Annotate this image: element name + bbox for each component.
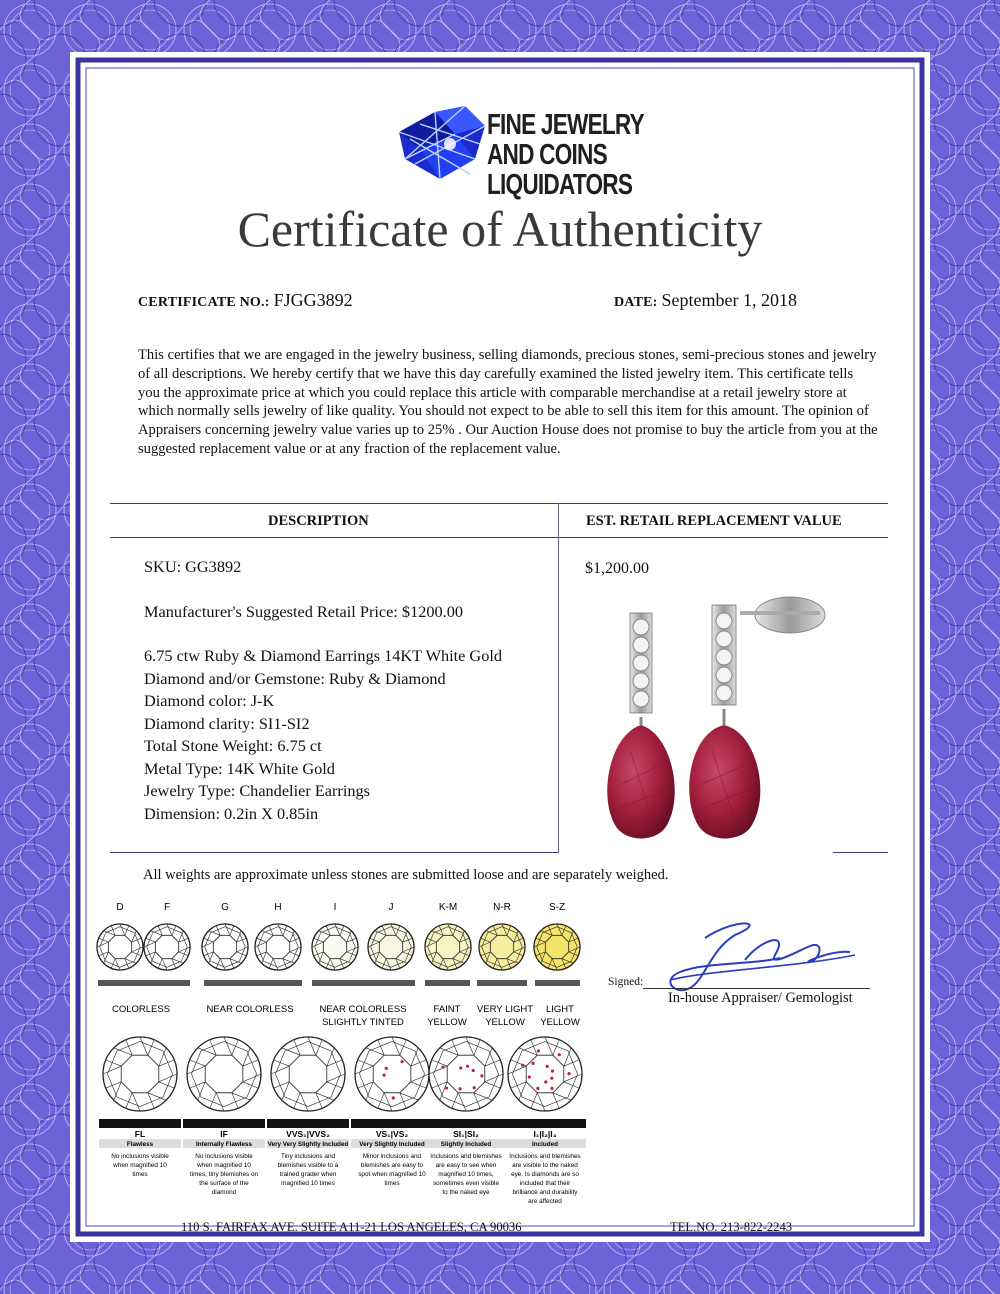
detail-line: Diamond clarity: SI1-SI2	[144, 713, 310, 733]
table-top-rule	[110, 503, 888, 504]
color-group-bar	[204, 980, 302, 986]
clarity-bar	[183, 1119, 265, 1128]
clarity-description: when magnified 10	[113, 1162, 167, 1169]
clarity-description: included that their	[519, 1180, 571, 1187]
color-grade-label: N-R	[493, 902, 511, 913]
color-group-label: VERY LIGHT	[476, 1004, 534, 1015]
clarity-grade-label: SI₁|SI₂	[453, 1129, 479, 1139]
inclusion-mark	[441, 1065, 444, 1068]
color-group-bar	[477, 980, 527, 986]
clarity-grade-label: IF	[220, 1129, 228, 1139]
color-group-bar	[312, 980, 415, 986]
clarity-description: Inclusions and blemishes	[509, 1153, 581, 1160]
color-grade-gem	[479, 924, 525, 970]
certificate-number-value: FJGG3892	[273, 290, 353, 310]
clarity-bar	[99, 1119, 181, 1128]
inclusion-mark	[544, 1080, 547, 1083]
color-group-label: NEAR COLORLESS	[206, 1004, 294, 1015]
page-title: Certificate of Authenticity	[237, 201, 763, 257]
clarity-description: the surface of the	[199, 1180, 249, 1187]
company-name-line1: FINE JEWELRY	[487, 109, 644, 141]
clarity-description: to the naked eye	[442, 1189, 490, 1196]
inclusion-mark	[528, 1075, 531, 1078]
clarity-description: are visible to the naked	[512, 1162, 578, 1169]
inclusion-mark	[392, 1096, 395, 1099]
clarity-description: Inclusions and blemishes	[430, 1153, 502, 1160]
inclusion-mark	[445, 1086, 448, 1089]
clarity-description: brilliance and durability	[512, 1189, 578, 1196]
color-group-label: COLORLESS	[111, 1004, 171, 1015]
inclusion-mark	[558, 1053, 561, 1056]
msrp: Manufacturer's Suggested Retail Price: $1200.00	[144, 601, 463, 621]
color-group-label: FAINT	[433, 1004, 461, 1015]
detail-line: Diamond and/or Gemstone: Ruby & Diamond	[144, 668, 446, 688]
clarity-description: blemishes are easy to	[360, 1162, 424, 1169]
inclusion-mark	[567, 1072, 570, 1075]
detail-line: Total Stone Weight: 6.75 ct	[144, 736, 322, 755]
description-header: DESCRIPTION	[268, 513, 369, 529]
date-label: DATE:	[614, 295, 658, 310]
clarity-description: Tiny inclusions and	[280, 1153, 336, 1160]
weights-note: All weights are approximate unless stones are submitted loose and are separately weighed.	[143, 867, 669, 883]
footer-telephone: TEL.NO. 213-822-2243	[670, 1220, 793, 1234]
color-grade-label: F	[163, 902, 171, 913]
clarity-grade-gem	[355, 1037, 429, 1111]
color-grade-label: K-M	[438, 902, 458, 913]
company-name-line2: AND COINS	[487, 139, 607, 171]
table-bottom-rule-right	[833, 852, 888, 853]
diamond-grading-charts	[90, 895, 610, 1215]
color-group-label: LIGHT	[546, 1004, 574, 1015]
clarity-name: Very Very Slightly Included	[267, 1141, 349, 1148]
clarity-grade-label: I₁|I₂|I₃	[533, 1129, 557, 1139]
clarity-grade-gem	[271, 1037, 345, 1111]
color-group-bar	[535, 980, 580, 986]
clarity-description: times, tiny blemishes on	[189, 1171, 259, 1178]
color-group-bar	[98, 980, 190, 986]
color-grade-label: S-Z	[548, 902, 566, 913]
certificate-date	[614, 290, 797, 311]
detail-line: Dimension: 0.2in X 0.85in	[144, 803, 319, 823]
clarity-bar	[425, 1119, 507, 1128]
inclusion-mark	[550, 1087, 553, 1090]
color-grade-gem	[534, 924, 580, 970]
detail-line: Metal Type: 14K White Gold	[144, 758, 335, 778]
inclusion-mark	[550, 1077, 553, 1080]
value-header: EST. RETAIL REPLACEMENT VALUE	[586, 513, 842, 529]
detail-line: Diamond color: J-K	[144, 691, 275, 710]
clarity-grade-gem	[103, 1037, 177, 1111]
inclusion-mark	[401, 1060, 404, 1063]
inclusion-mark	[466, 1065, 469, 1068]
inclusion-mark	[531, 1062, 534, 1065]
color-grade-gem	[425, 924, 471, 970]
color-grade-label: G	[221, 902, 229, 913]
inclusion-mark	[459, 1066, 462, 1069]
color-grade-label: J	[388, 902, 394, 913]
inclusion-mark	[537, 1049, 540, 1052]
clarity-bar	[267, 1119, 349, 1128]
color-group-label: YELLOW	[485, 1017, 525, 1028]
earrings-image	[590, 585, 840, 855]
clarity-bar	[504, 1119, 586, 1128]
clarity-name: Very Slightly Included	[359, 1141, 425, 1148]
detail-line: Jewelry Type: Chandelier Earrings	[144, 781, 370, 800]
inclusion-mark	[521, 1064, 524, 1067]
clarity-description: times	[132, 1171, 148, 1178]
clarity-grade-gem	[187, 1037, 261, 1111]
inclusion-mark	[472, 1069, 475, 1072]
date-value: September 1, 2018	[661, 290, 798, 310]
footer-address: 110 S. FAIRFAX AVE. SUITE A11-21 LOS ANGELES, CA 90036	[181, 1220, 522, 1234]
clarity-name: Flawless	[126, 1141, 154, 1148]
clarity-description: No inclusions visible	[195, 1153, 253, 1160]
appraiser-title: In-house Appraiser/ Gemologist	[668, 990, 853, 1006]
left-earring	[607, 613, 674, 839]
clarity-grade-label: VS₁|VS₂	[375, 1129, 409, 1139]
clarity-description: magnified 10 times	[281, 1180, 335, 1187]
inclusion-mark	[382, 1074, 385, 1077]
inclusion-mark	[458, 1087, 461, 1090]
color-grade-label: H	[274, 902, 282, 913]
clarity-grade-gem	[429, 1037, 503, 1111]
clarity-description: when magnified 10	[197, 1162, 251, 1169]
clarity-description: Minor inclusions and	[362, 1153, 422, 1160]
table-bottom-rule-left	[110, 852, 558, 853]
color-group-label: YELLOW	[427, 1017, 467, 1028]
clarity-grade-label: FL	[134, 1129, 146, 1139]
certificate-number	[138, 290, 353, 311]
inclusion-mark	[546, 1065, 549, 1068]
clarity-name: Included	[532, 1141, 558, 1148]
item-description	[144, 556, 502, 825]
intro-paragraph: This certifies that we are engaged in the jewelry business, selling diamonds, precious stones, semi-precious stones and jewelry of all descriptions. We hereby certify that we have this day carefully examined the listed jewelry item. This certificate tells you the approximate price at which you could replace this article with comparable merchandise at a retail jewelry store at which normally sells jewelry of like quality. You should not expect to be able to sell this item for this amount. The opinion of Appraisers concerning jewelry value varies up to 25% . Our Auction House does not promise to buy the article from you at the suggested replacement value or at any fraction of the replacement value.	[138, 347, 878, 457]
clarity-description: spot when magnified 10	[358, 1171, 426, 1178]
clarity-description: times	[384, 1180, 400, 1187]
color-grade-gem	[312, 924, 358, 970]
color-grade-gem	[255, 924, 301, 970]
clarity-description: blemishes visible to a	[277, 1162, 339, 1169]
clarity-bar	[351, 1119, 433, 1128]
company-name	[487, 110, 644, 200]
color-grade-gem	[97, 924, 143, 970]
clarity-description: are affected	[528, 1198, 562, 1205]
replacement-value: $1,200.00	[585, 560, 649, 577]
clarity-name: Slightly Included	[440, 1141, 492, 1148]
color-group-label: NEAR COLORLESS	[319, 1004, 407, 1015]
clarity-grade-label: VVS₁|VVS₂	[286, 1129, 330, 1139]
color-grade-gem	[202, 924, 248, 970]
inclusion-mark	[551, 1070, 554, 1073]
sku: SKU: GG3892	[144, 557, 242, 576]
inclusion-mark	[385, 1067, 388, 1070]
certificate-number-label: CERTIFICATE NO.:	[138, 295, 270, 310]
signed-label: Signed:	[608, 976, 644, 988]
clarity-description: eye. Is diamonds are so	[511, 1171, 579, 1178]
color-grade-gem	[144, 924, 190, 970]
table-column-divider	[558, 503, 559, 853]
inclusion-mark	[473, 1086, 476, 1089]
clarity-description: trained grader when	[279, 1171, 337, 1178]
clarity-grade-gem	[508, 1037, 582, 1111]
detail-line: 6.75 ctw Ruby & Diamond Earrings 14KT White Gold	[144, 646, 502, 665]
clarity-name: Internally Flawless	[196, 1141, 252, 1148]
color-group-label: SLIGHTLY TINTED	[322, 1017, 404, 1028]
company-name-line3: LIQUIDATORS	[487, 169, 633, 201]
color-grade-label: D	[116, 902, 124, 913]
inclusion-mark	[480, 1074, 483, 1077]
color-group-label: YELLOW	[540, 1017, 580, 1028]
color-grade-label: I	[333, 902, 337, 913]
color-grade-gem	[368, 924, 414, 970]
clarity-description: magnified 10 times,	[438, 1171, 494, 1178]
right-earring	[689, 597, 825, 839]
inclusion-mark	[536, 1087, 539, 1090]
clarity-description: No inclusions visible	[111, 1153, 169, 1160]
table-header-rule	[110, 537, 888, 538]
clarity-description: sometimes even visible	[432, 1180, 500, 1187]
clarity-description: diamond	[211, 1189, 237, 1196]
color-group-bar	[425, 980, 470, 986]
signature-line	[643, 988, 870, 989]
clarity-description: are easy to see when	[435, 1162, 497, 1169]
